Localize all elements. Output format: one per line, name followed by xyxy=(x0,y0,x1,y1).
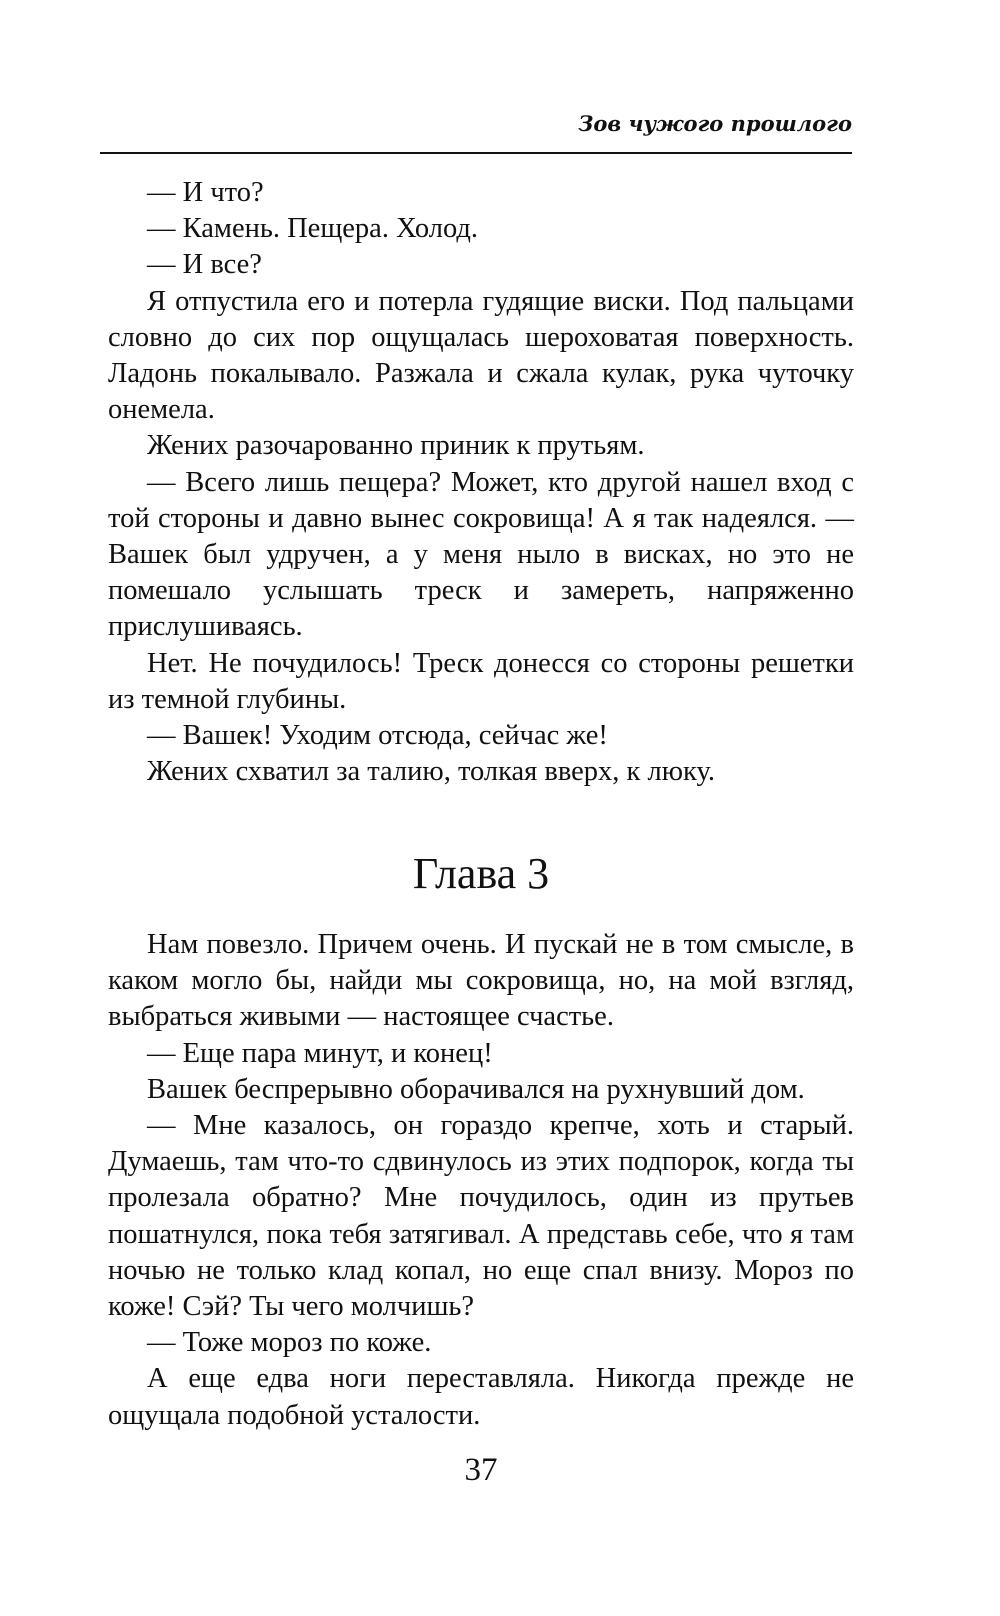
chapter-title: Глава 3 xyxy=(412,849,550,898)
paragraph: — Камень. Пещера. Холод. xyxy=(147,213,479,245)
paragraph: Нам повезло. Причем очень. И пускай не в том смысле, в каком могло бы, найди мы сокровища, но, на мой взгляд, выбраться живыми — настоящее счастье. xyxy=(108,929,854,1033)
header-divider xyxy=(100,152,852,154)
paragraph: Жених разочарованно приник к прутьям. xyxy=(147,430,645,462)
paragraph: А еще едва ноги переставляла. Никогда прежде не ощущала подобной усталости. xyxy=(108,1363,854,1431)
text-block-before-chapter xyxy=(108,175,854,790)
paragraph: Жених схватил за талию, толкая вверх, к люку. xyxy=(147,756,716,788)
paragraph: — Всего лишь пещера? Может, кто другой нашел вход с той стороны и давно вынес сокровища! А я так надеялся. — Вашек был удручен, а у меня ныло в висках, но это не помешало услышать треск и замереть, напряженно прислушиваясь. xyxy=(108,466,854,643)
paragraph: — И что? xyxy=(147,177,264,208)
paragraph: — И все? xyxy=(147,249,262,281)
paragraph: Вашек беспрерывно оборачивался на рухнувший дом. xyxy=(147,1073,805,1105)
paragraph: Нет. Не почудилось! Треск донесся со стороны решетки из темной глубины. xyxy=(108,647,854,715)
paragraph: Я отпустила его и потерла гудящие виски. Под пальцами словно до сих пор ощущалась шероховатая поверхность. Ладонь покалывало. Разжала и сжала кулак, рука чуточку онемела. xyxy=(108,285,854,426)
running-head-title: Зов чужого прошлого xyxy=(578,111,852,136)
paragraph: — Тоже мороз по коже. xyxy=(147,1327,432,1359)
text-block-chapter xyxy=(108,927,854,1434)
paragraph: — Мне казалось, он гораздо крепче, хоть и старый. Думаешь, там что-то сдвинулось из этих подпорок, когда ты пролезала обратно? Мне почудилось, один из прутьев пошатнулся, пока тебя затягивал. А представь себе, что я там ночью не только клад копал, но еще спал внизу. Мороз по коже! Сэй? Ты чего молчишь? xyxy=(108,1110,854,1323)
paragraph: — Еще пара минут, и конец! xyxy=(147,1037,493,1069)
paragraph: — Вашек! Уходим отсюда, сейчас же! xyxy=(147,720,608,752)
page-number: 37 xyxy=(464,1452,498,1488)
